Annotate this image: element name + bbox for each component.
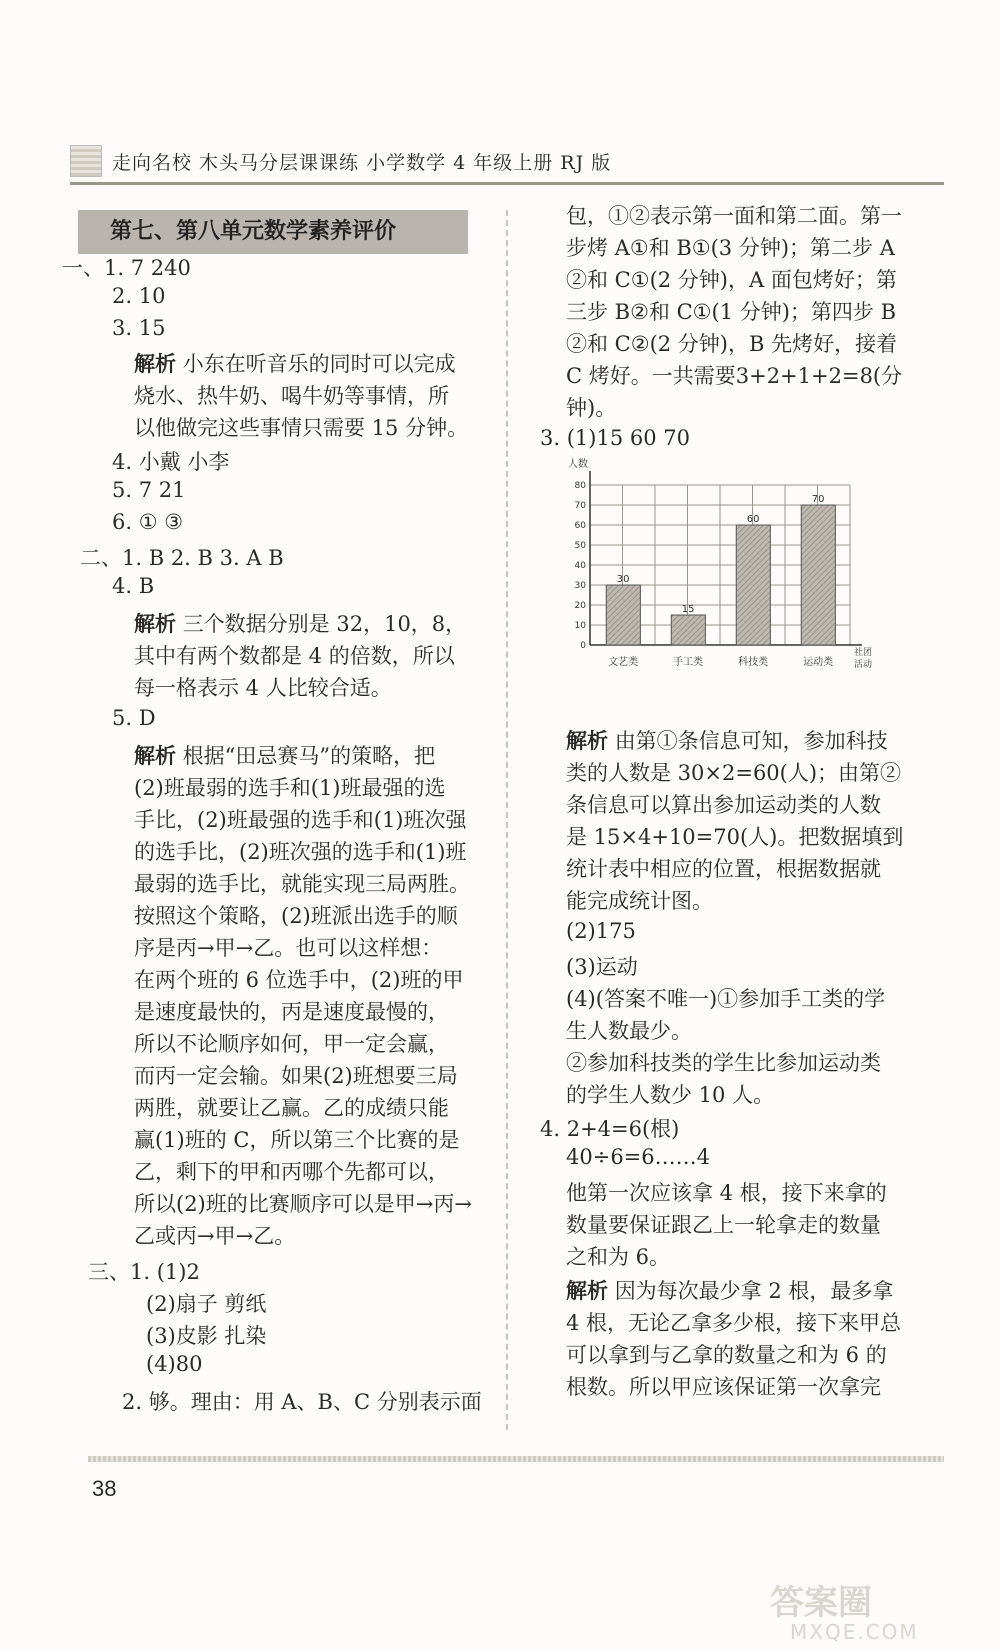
text-line: [566, 1371, 881, 1401]
y-tick-label: 30: [574, 581, 586, 591]
category-label: 科技类: [738, 657, 769, 668]
header-divider: [70, 182, 944, 185]
text-line: [134, 1124, 460, 1154]
line-text: 条信息可以算出参加运动类的人数: [566, 793, 881, 817]
line-text: 按照这个策略，(2)班派出选手的顺: [134, 904, 458, 928]
text-line: [566, 1079, 774, 1109]
text-line: [134, 608, 466, 638]
text-line: [566, 821, 903, 851]
line-text: (4)80: [146, 1352, 203, 1376]
text-line: [134, 964, 463, 994]
text-line: [134, 740, 435, 770]
line-text: 二、1. B 2. B 3. A B: [80, 546, 284, 570]
line-text: 是速度最快的，丙是速度最慢的，: [134, 1000, 449, 1024]
line-text: 的选手比，(2)班次强的选手和(1)班: [134, 840, 467, 864]
line-text: 三个数据分别是 32，10，8，: [182, 612, 467, 636]
x-axis-label: 社团: [854, 648, 873, 658]
text-line: [566, 983, 885, 1013]
line-text: 由第①条信息可知，参加科技: [614, 729, 888, 753]
line-text: 5. 7 21: [112, 478, 186, 502]
line-text: 4. 小戴 小李: [112, 450, 230, 474]
line-text: 的学生人数少 10 人。: [566, 1083, 775, 1107]
y-axis-label: 人数: [568, 459, 588, 470]
line-text: 2. 够。理由：用 A、B、C 分别表示面: [122, 1390, 482, 1414]
line-text: C 烤好。一共需要3+2+1+2=8(分: [566, 364, 903, 388]
text-line: [566, 264, 897, 294]
bar-value-label: 70: [811, 494, 825, 505]
line-text: 三步 B②和 C①(1 分钟)；第四步 B: [566, 300, 897, 324]
text-line: [566, 725, 888, 755]
text-line: [134, 804, 467, 834]
text-line: [566, 200, 902, 230]
analysis-label: 解析: [566, 729, 608, 753]
text-line: [566, 328, 897, 358]
text-line: [566, 757, 901, 787]
text-line: [566, 951, 638, 981]
category-label: 运动类: [803, 657, 834, 668]
line-text: 他第一次应该拿 4 根，接下来拿的: [566, 1181, 887, 1205]
text-line: [566, 392, 616, 422]
text-line: [134, 1156, 449, 1186]
y-tick-label: 60: [574, 521, 586, 531]
text-line: [134, 1220, 295, 1250]
text-line: [134, 380, 449, 410]
text-line: [566, 1177, 887, 1207]
bar: [801, 505, 835, 645]
header-logo-icon: [70, 145, 102, 177]
category-label: 文艺类: [608, 657, 639, 668]
line-text: (4)(答案不唯一)①参加手工类的学: [566, 987, 886, 1011]
line-text: 手比，(2)班最强的选手和(1)班次强: [134, 808, 467, 832]
line-text: 之和为 6。: [566, 1245, 671, 1269]
text-line: [566, 232, 895, 262]
line-text: 统计表中相应的位置，根据数据就: [566, 857, 881, 881]
line-text: 乙，剩下的甲和丙哪个先都可以，: [134, 1160, 449, 1184]
section-title: 第七、第八单元数学素养评价: [78, 210, 468, 254]
text-line: [134, 640, 455, 670]
text-line: [134, 1060, 458, 1090]
line-text: 生人数最少。: [566, 1019, 692, 1043]
x-axis-label: 活动: [854, 660, 873, 670]
text-line: [88, 1256, 200, 1286]
text-line: [146, 1320, 266, 1350]
text-line: [134, 900, 458, 930]
line-text: 以他做完这些事情只需要 15 分钟。: [134, 416, 469, 440]
bar: [736, 525, 770, 645]
text-line: [566, 1015, 692, 1045]
text-line: [112, 574, 154, 598]
line-text: 在两个班的 6 位选手中，(2)班的甲: [134, 968, 464, 992]
line-text: 序是丙→甲→乙。也可以这样想：: [134, 936, 443, 960]
text-line: [80, 542, 284, 572]
bar-chart: [560, 445, 890, 685]
line-text: 数量要保证跟乙上一轮拿走的数量: [566, 1213, 881, 1237]
line-text: 而丙一定会输。如果(2)班想要三局: [134, 1064, 458, 1088]
bar-value-label: 30: [616, 574, 630, 585]
line-text: 所以(2)班的比赛顺序可以是甲→丙→: [134, 1192, 472, 1216]
text-line: [134, 348, 456, 378]
y-tick-label: 0: [580, 641, 586, 651]
text-line: [112, 510, 183, 534]
line-text: 步烤 A①和 B①(3 分钟)；第二步 A: [566, 236, 895, 260]
analysis-label: 解析: [134, 612, 176, 636]
text-line: [134, 1188, 472, 1218]
line-text: 赢(1)班的 C，所以第三个比赛的是: [134, 1128, 460, 1152]
y-tick-label: 50: [574, 541, 586, 551]
line-text: 三、1. (1)2: [88, 1260, 200, 1284]
text-line: [146, 1288, 266, 1318]
text-line: [134, 932, 442, 962]
line-text: 钟)。: [566, 396, 617, 420]
text-line: [112, 478, 185, 502]
text-line: [134, 672, 392, 702]
line-text: 根据“田忌赛马”的策略，把: [182, 744, 436, 768]
line-text: 3. 15: [112, 316, 166, 340]
line-text: 6. ① ③: [112, 510, 184, 534]
line-text: 4 根，无论乙拿多少根，接下来甲总: [566, 1311, 902, 1335]
line-text: 最弱的选手比，就能实现三局两胜。: [134, 872, 470, 896]
line-text: 40÷6=6……4: [566, 1145, 710, 1169]
text-line: [566, 919, 636, 943]
book-header: 走向名校 木头马分层课课练 小学数学 4 年级上册 RJ 版: [112, 152, 612, 174]
text-line: [566, 1209, 881, 1239]
text-line: [566, 853, 881, 883]
text-line: [566, 1047, 881, 1077]
text-line: [146, 1352, 202, 1376]
line-text: ②和 C①(2 分钟)，A 面包烤好；第: [566, 268, 897, 292]
line-text: 根数。所以甲应该保证第一次拿完: [566, 1375, 881, 1399]
line-text: 能完成统计图。: [566, 889, 713, 913]
line-text: 一、1. 7 240: [62, 256, 191, 280]
text-line: [122, 1386, 482, 1416]
line-text: 所以不论顺序如何，甲一定会赢，: [134, 1032, 449, 1056]
column-divider: [506, 210, 508, 1430]
analysis-label: 解析: [566, 1279, 608, 1303]
line-text: 4. 2+4=6(根): [540, 1117, 680, 1141]
line-text: 类的人数是 30×2=60(人)；由第②: [566, 761, 902, 785]
line-text: ②和 C②(2 分钟)，B 先烤好，接着: [566, 332, 898, 356]
line-text: 5. D: [112, 706, 156, 730]
text-line: [566, 1241, 670, 1271]
line-text: 其中有两个数都是 4 的倍数，所以: [134, 644, 455, 668]
line-text: 两胜，就要让乙赢。乙的成绩只能: [134, 1096, 449, 1120]
text-line: [566, 1145, 710, 1169]
line-text: 可以拿到与乙拿的数量之和为 6 的: [566, 1343, 887, 1367]
text-line: [62, 252, 191, 282]
text-line: [566, 296, 896, 326]
text-line: [112, 316, 165, 340]
bar: [606, 585, 640, 645]
line-text: 是 15×4+10=70(人)。把数据填到: [566, 825, 904, 849]
category-label: 手工类: [673, 657, 704, 668]
text-line: [134, 1028, 449, 1058]
y-tick-label: 40: [574, 561, 586, 571]
line-text: 烧水、热牛奶、喝牛奶等事情，所: [134, 384, 449, 408]
line-text: (3)皮影 扎染: [146, 1324, 267, 1348]
text-line: [134, 412, 468, 442]
line-text: 4. B: [112, 574, 155, 598]
analysis-label: 解析: [134, 352, 176, 376]
text-line: [540, 1113, 679, 1143]
footer-divider: [88, 1456, 944, 1462]
line-text: (2)班最弱的选手和(1)班最强的选: [134, 776, 446, 800]
line-text: 因为每次最少拿 2 根，最多拿: [614, 1279, 894, 1303]
analysis-label: 解析: [134, 744, 176, 768]
text-line: [566, 1307, 901, 1337]
text-line: [566, 1275, 893, 1305]
line-text: (3)运动: [566, 955, 638, 979]
text-line: [134, 772, 446, 802]
line-text: 包，①②表示第一面和第二面。第一: [566, 204, 902, 228]
text-line: [134, 836, 467, 866]
bar-value-label: 60: [746, 514, 760, 525]
y-tick-label: 10: [574, 621, 586, 631]
y-tick-label: 70: [574, 501, 586, 511]
text-line: [134, 996, 449, 1026]
watermark-logo: 答案圈: [770, 1583, 872, 1623]
text-line: [134, 868, 470, 898]
y-tick-label: 80: [574, 481, 586, 491]
line-text: 乙或丙→甲→乙。: [134, 1224, 296, 1248]
watermark-url: MXQE.COM: [790, 1620, 919, 1644]
page-number: 38: [92, 1476, 117, 1501]
line-text: 3. (1)15 60 70: [540, 426, 690, 450]
line-text: (2)175: [566, 919, 636, 943]
text-line: [134, 1092, 449, 1122]
text-line: [566, 789, 881, 819]
bar-value-label: 15: [681, 604, 695, 615]
text-line: [566, 885, 713, 915]
line-text: 每一格表示 4 人比较合适。: [134, 676, 392, 700]
text-line: [112, 706, 156, 730]
line-text: (2)扇子 剪纸: [146, 1292, 267, 1316]
bar: [671, 615, 705, 645]
text-line: [112, 446, 229, 476]
text-line: [566, 1339, 887, 1369]
line-text: 2. 10: [112, 284, 166, 308]
line-text: 小东在听音乐的同时可以完成: [182, 352, 456, 376]
y-tick-label: 20: [574, 601, 586, 611]
text-line: [566, 360, 902, 390]
line-text: ②参加科技类的学生比参加运动类: [566, 1051, 881, 1075]
text-line: [112, 284, 165, 308]
